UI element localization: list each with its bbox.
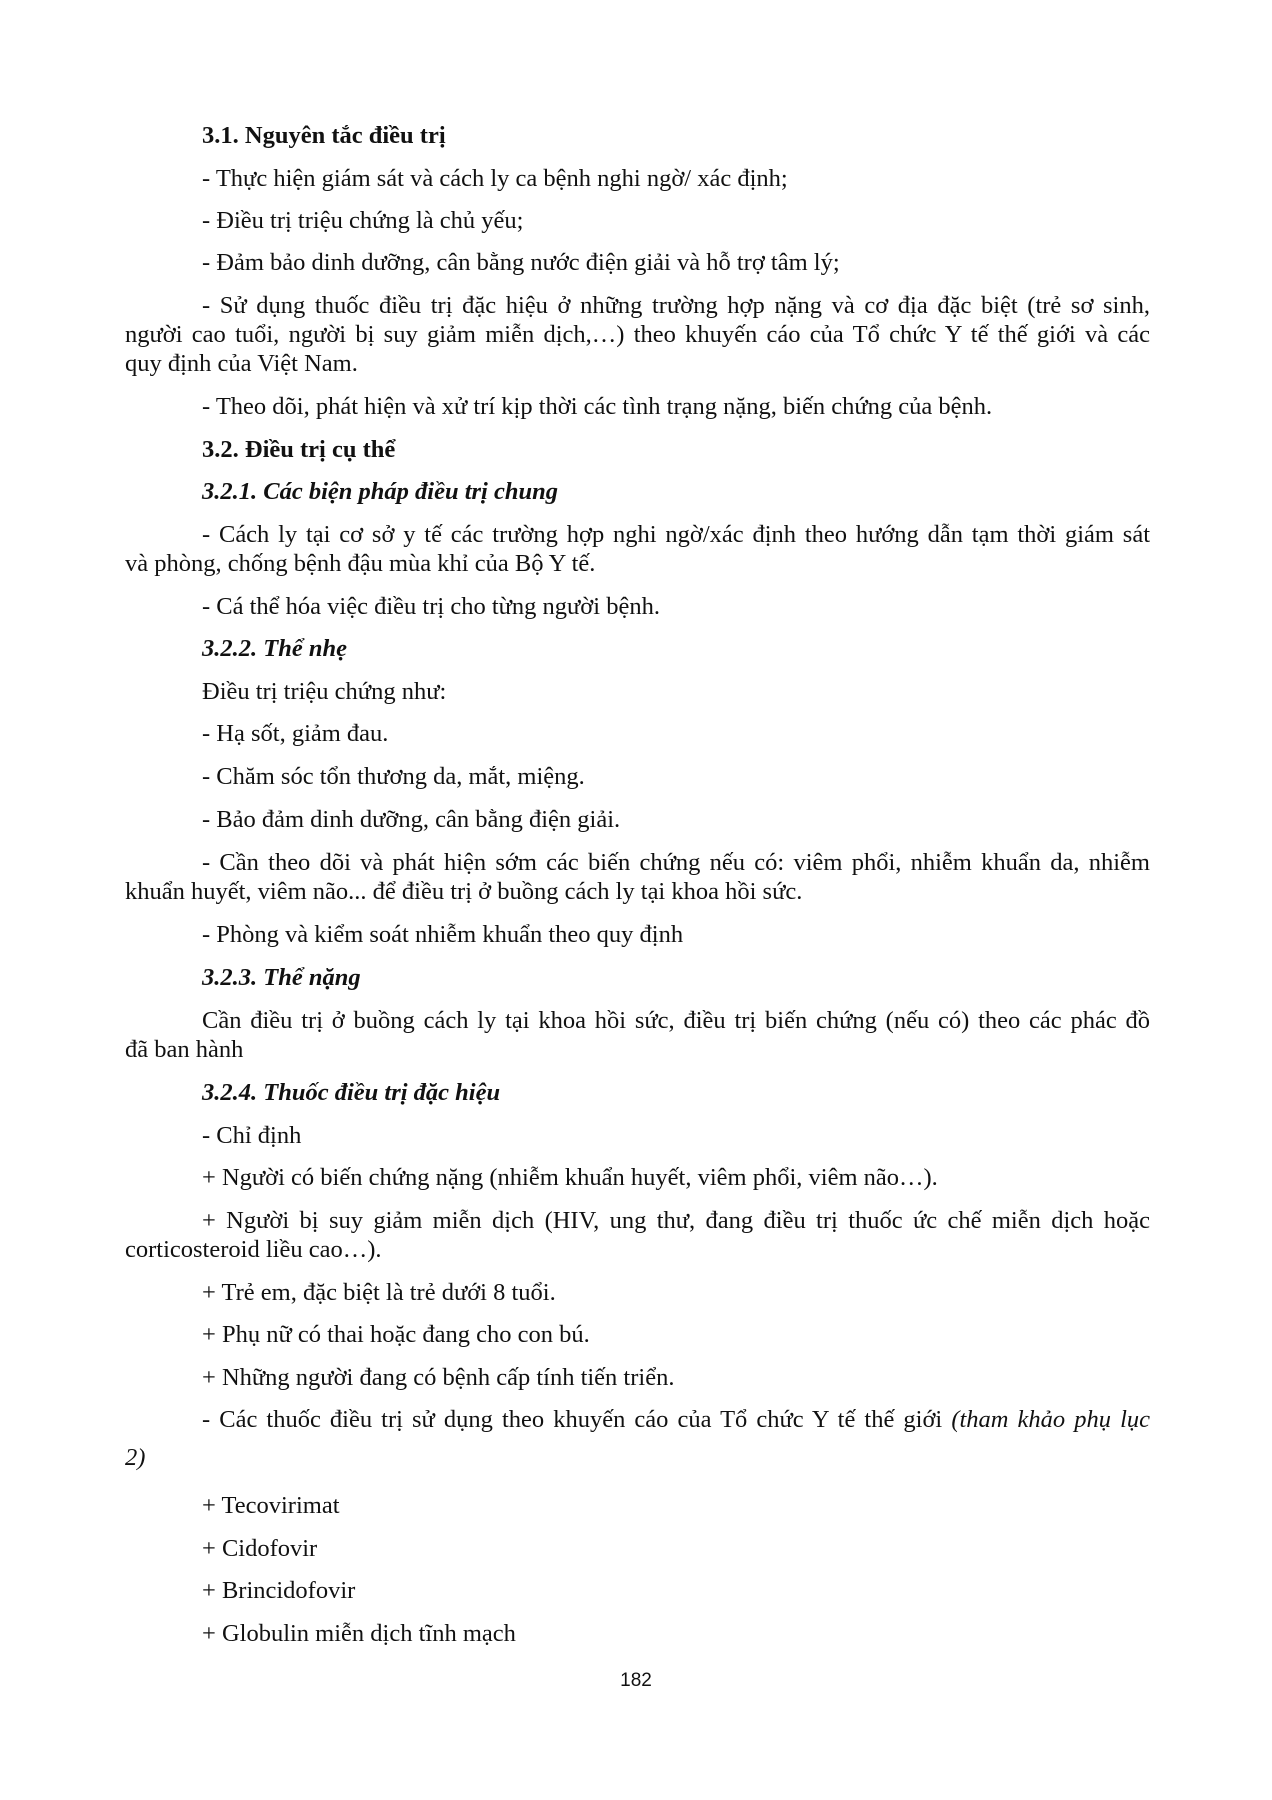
para-3-2-3-line-2: đã ban hành (125, 1036, 244, 1063)
appendix-reference: (tham khảo phụ lục (951, 1406, 1151, 1433)
para-3-2-2-item-1: - Hạ sốt, giảm đau. (202, 720, 389, 747)
para-3-2-4-drugs-line-2: 2) (125, 1444, 146, 1471)
para-3-1-item-4-line-1: - Sử dụng thuốc điều trị đặc hiệu ở những trường hợp nặng và cơ địa đặc biệt (trẻ sơ sinh, (202, 292, 1150, 319)
para-3-2-3-line-1: Cần điều trị ở buồng cách ly tại khoa hồi sức, điều trị biến chứng (nếu có) theo các phác đồ (202, 1007, 1150, 1034)
para-3-1-item-5: - Theo dõi, phát hiện và xử trí kịp thời các tình trạng nặng, biến chứng của bệnh. (202, 393, 993, 420)
heading-3-2-3: 3.2.3. Thể nặng (202, 964, 361, 991)
para-3-1-item-4-line-3: quy định của Việt Nam. (125, 350, 358, 377)
para-3-1-item-2: - Điều trị triệu chứng là chủ yếu; (202, 207, 524, 234)
heading-3-2-4: 3.2.4. Thuốc điều trị đặc hiệu (202, 1079, 501, 1106)
para-3-2-4-item-1: + Người có biến chứng nặng (nhiễm khuẩn huyết, viêm phổi, viêm não…). (202, 1164, 938, 1191)
para-3-2-2-item-5: - Phòng và kiểm soát nhiễm khuẩn theo quy định (202, 921, 684, 948)
para-3-2-2-item-4-line-2: khuẩn huyết, viêm não... để điều trị ở buồng cách ly tại khoa hồi sức. (125, 878, 803, 905)
para-3-2-2-item-3: - Bảo đảm dinh dưỡng, cân bằng điện giải. (202, 806, 621, 833)
page-number: 182 (620, 1670, 652, 1691)
para-3-2-1-item-1-line-2: và phòng, chống bệnh đậu mùa khỉ của Bộ Y tế. (125, 550, 596, 577)
drugs-text: - Các thuốc điều trị sử dụng theo khuyến cáo của Tổ chức Y tế thế giới (202, 1406, 952, 1433)
para-3-2-1-item-2: - Cá thể hóa việc điều trị cho từng người bệnh. (202, 593, 660, 620)
heading-3-2: 3.2. Điều trị cụ thể (202, 436, 396, 463)
para-3-1-item-1: - Thực hiện giám sát và cách ly ca bệnh nghi ngờ/ xác định; (202, 165, 788, 192)
drug-item: + Brincidofovir (202, 1577, 356, 1604)
drug-item: + Globulin miễn dịch tĩnh mạch (202, 1620, 516, 1647)
heading-3-2-2: 3.2.2. Thể nhẹ (202, 635, 347, 662)
para-3-1-item-4-line-2: người cao tuổi, người bị suy giảm miễn dịch,…) theo khuyến cáo của Tổ chức Y tế thế giới và các (125, 321, 1150, 348)
para-3-2-1-item-1-line-1: - Cách ly tại cơ sở y tế các trường hợp nghi ngờ/xác định theo hướng dẫn tạm thời giám sát (202, 521, 1150, 548)
para-3-2-4-drugs-line-1 (202, 1405, 1150, 1435)
drug-item: + Cidofovir (202, 1535, 318, 1562)
para-3-2-2-intro: Điều trị triệu chứng như: (202, 678, 447, 705)
para-3-2-4-indication: - Chỉ định (202, 1122, 302, 1149)
para-3-2-4-item-4: + Phụ nữ có thai hoặc đang cho con bú. (202, 1321, 590, 1348)
para-3-2-2-item-2: - Chăm sóc tổn thương da, mắt, miệng. (202, 763, 585, 790)
para-3-1-item-3: - Đảm bảo dinh dưỡng, cân bằng nước điện giải và hỗ trợ tâm lý; (202, 249, 840, 276)
para-3-2-4-item-5: + Những người đang có bệnh cấp tính tiến triển. (202, 1364, 675, 1391)
drug-item: + Tecovirimat (202, 1492, 340, 1519)
heading-3-1: 3.1. Nguyên tắc điều trị (202, 122, 446, 149)
para-3-2-4-item-3: + Trẻ em, đặc biệt là trẻ dưới 8 tuổi. (202, 1279, 556, 1306)
para-3-2-2-item-4-line-1: - Cần theo dõi và phát hiện sớm các biến chứng nếu có: viêm phổi, nhiễm khuẩn da, nhiễm (202, 849, 1150, 876)
para-3-2-4-item-2-line-1: + Người bị suy giảm miễn dịch (HIV, ung thư, đang điều trị thuốc ức chế miễn dịch hoặc (202, 1207, 1150, 1234)
para-3-2-4-item-2-line-2: corticosteroid liều cao…). (125, 1236, 382, 1263)
heading-3-2-1: 3.2.1. Các biện pháp điều trị chung (202, 478, 558, 505)
